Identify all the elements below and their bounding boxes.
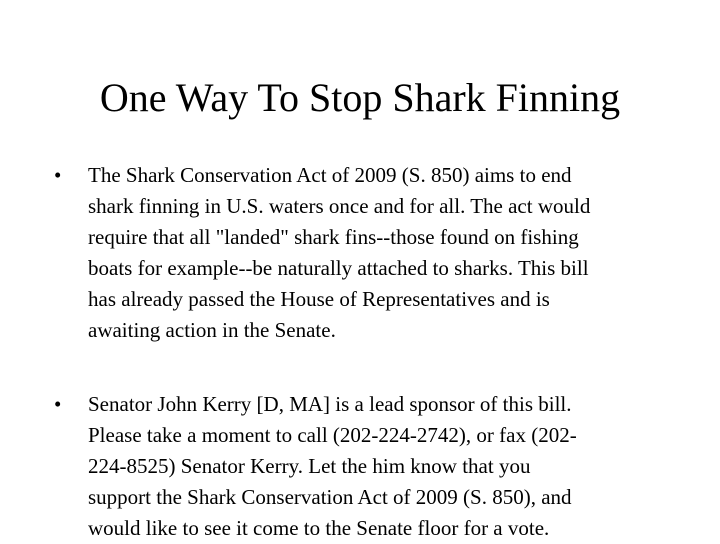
bullet-text-line: shark finning in U.S. waters once and for all. The act would xyxy=(88,194,591,218)
bullet-text-line: Senator John Kerry [D, MA] is a lead sponsor of this bill. xyxy=(88,392,572,416)
bullet-text-line: The Shark Conservation Act of 2009 (S. 850) aims to end xyxy=(88,163,572,187)
bullet-text-line: would like to see it come to the Senate floor for a vote. xyxy=(88,516,550,540)
bullet-text-line: require that all "landed" shark fins--those found on fishing xyxy=(88,225,579,249)
bullet-text-line: 224-8525) Senator Kerry. Let the him know that you xyxy=(88,454,531,478)
bullet-dot-icon: • xyxy=(54,392,62,416)
bullet-list xyxy=(54,160,674,544)
bullet-text-line: support the Shark Conservation Act of 2009 (S. 850), and xyxy=(88,485,572,509)
bullet-item xyxy=(54,389,674,544)
bullet-text-line: awaiting action in the Senate. xyxy=(88,318,336,342)
bullet-text-line: Please take a moment to call (202-224-2742), or fax (202- xyxy=(88,423,577,447)
slide-title: One Way To Stop Shark Finning xyxy=(99,75,621,120)
bullet-item xyxy=(54,160,674,346)
bullet-dot-icon: • xyxy=(54,163,62,187)
bullet-text-line: boats for example--be naturally attached to sharks. This bill xyxy=(88,256,589,280)
bullet-text-line: has already passed the House of Representatives and is xyxy=(88,287,550,311)
